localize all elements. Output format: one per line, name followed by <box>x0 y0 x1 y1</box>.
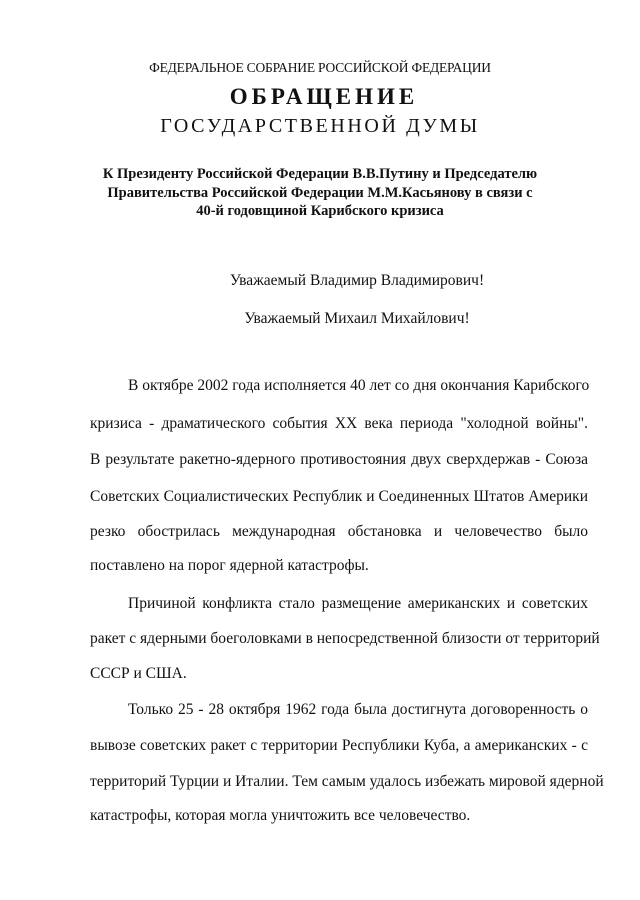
paragraph-1-line: В октябре 2002 года исполняется 40 лет со дня окончания Карибского <box>128 377 590 394</box>
greeting-chairman: Уважаемый Михаил Михайлович! <box>244 310 470 327</box>
paragraph-3-line: вывозе советских ракет с территории Республики Куба, а американских - с <box>90 737 588 754</box>
paragraph-1-line: Советских Социалистических Республик и Соединенных Штатов Америки <box>90 488 588 505</box>
paragraph-3-line: катастрофы, которая могла уничтожить все человечество. <box>90 807 471 824</box>
document-title: ОБРАЩЕНИЕ <box>229 84 419 109</box>
paragraph-3-line: Только 25 - 28 октября 1962 года была достигнута договоренность о <box>128 701 588 718</box>
document-subtitle: ГОСУДАРСТВЕННОЙ ДУМЫ <box>160 115 480 137</box>
organization-name: ФЕДЕРАЛЬНОЕ СОБРАНИЕ РОССИЙСКОЙ ФЕДЕРАЦИИ <box>149 60 491 75</box>
paragraph-2-line: Причиной конфликта стало размещение американских и советских <box>128 595 588 612</box>
paragraph-1-line: В результате ракетно-ядерного противостояния двух сверхдержав - Союза <box>90 451 588 468</box>
paragraph-2-line: СССР и США. <box>90 665 187 682</box>
paragraph-2-line: ракет с ядерными боеголовками в непосредственной близости от территорий <box>90 630 600 647</box>
paragraph-1-line: поставлено на порог ядерной катастрофы. <box>90 557 369 574</box>
addressee-line: К Президенту Российской Федерации В.В.Путину и Председателю <box>102 166 538 182</box>
paragraph-1-line: резко обострилась международная обстановка и человечество было <box>90 523 588 540</box>
addressee-line: Правительства Российской Федерации М.М.Касьянову в связи с <box>107 184 533 201</box>
paragraph-3-line: территорий Турции и Италии. Тем самым удалось избежать мировой ядерной <box>90 773 604 790</box>
greeting-president: Уважаемый Владимир Владимирович! <box>229 272 485 289</box>
paragraph-1-line: кризиса - драматического события XX века периода "холодной войны". <box>90 415 588 432</box>
addressee-block <box>100 165 540 221</box>
addressee-line: 40-й годовщиной Карибского кризиса <box>196 203 444 219</box>
